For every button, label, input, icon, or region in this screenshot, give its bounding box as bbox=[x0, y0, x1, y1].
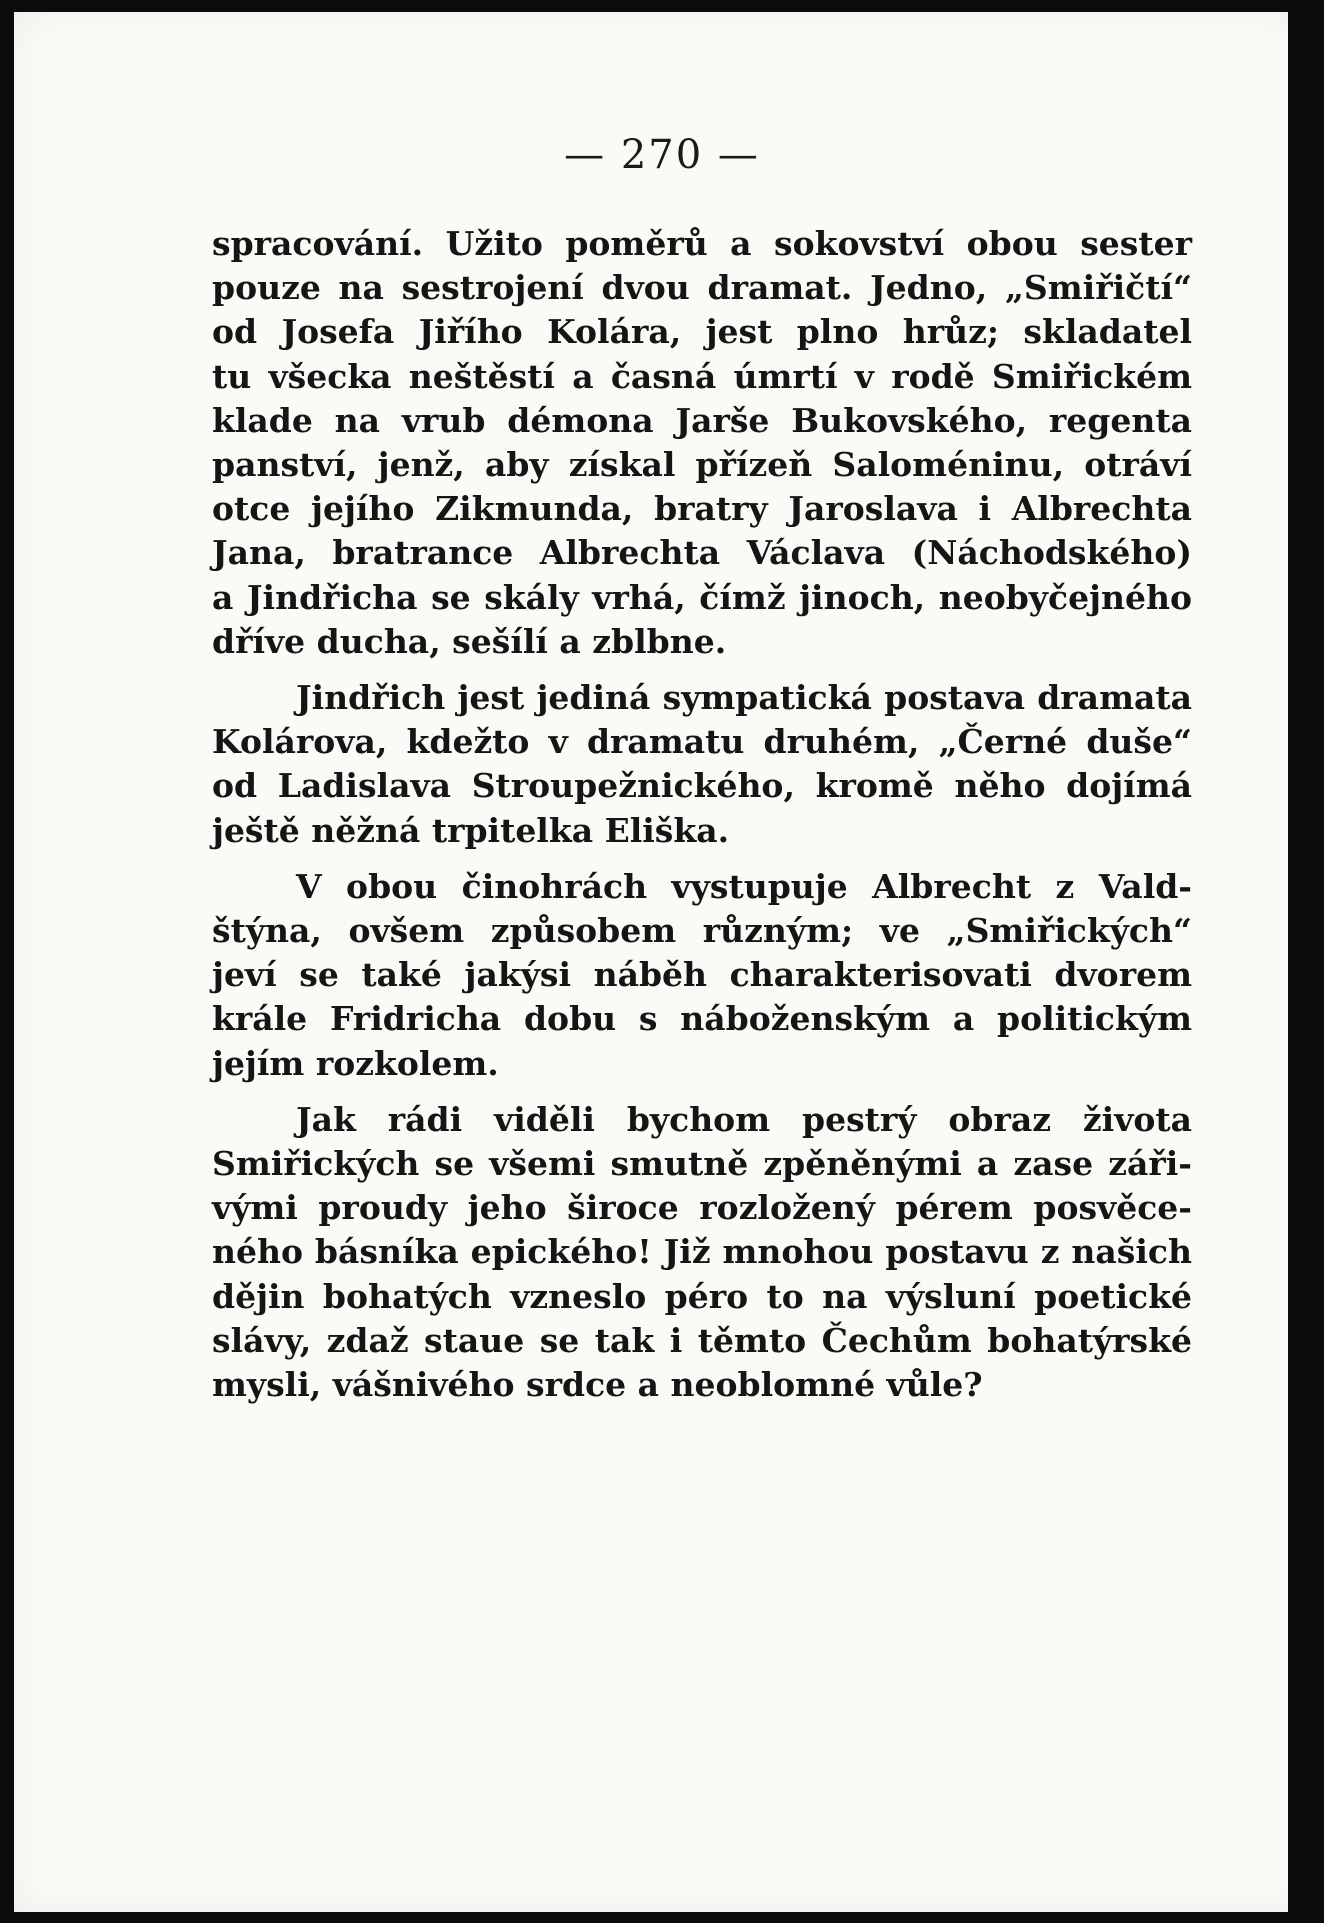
text-line: Smiřických se všemi smutně zpěněnými a zase záři- bbox=[212, 1144, 1192, 1184]
text-line: jejím rozkolem. bbox=[212, 1043, 499, 1083]
text-line: otce jejího Zikmunda, bratry Jaroslava i Albrechta bbox=[212, 489, 1192, 529]
text-line: vými proudy jeho široce rozložený pérem posvěce- bbox=[212, 1188, 1192, 1228]
text-line: pouze na sestrojení dvou dramat. Jedno, „Smiřičtí“ bbox=[212, 268, 1192, 308]
scan-edge bbox=[1288, 12, 1310, 1912]
text-line: slávy, zdaž staue se tak i těmto Čechům bohatýrské bbox=[212, 1320, 1192, 1360]
text-line: Jak rádi viděli bychom pestrý obraz života bbox=[296, 1099, 1192, 1139]
text-line: V obou činohrách vystupuje Albrecht z Vald- bbox=[296, 866, 1192, 906]
text-line: Kolárova, kdežto v dramatu druhém, „Černé duše“ bbox=[212, 722, 1192, 762]
paragraph-4 bbox=[212, 1098, 1192, 1407]
text-line: štýna, ovšem způsobem různým; ve „Smiřických“ bbox=[212, 911, 1192, 951]
book-page bbox=[14, 12, 1310, 1912]
text-line: od Josefa Jiřího Kolára, jest plno hrůz; skladatel bbox=[212, 312, 1192, 352]
paragraph-3 bbox=[212, 865, 1192, 1086]
text-line: tu všecka neštěstí a časná úmrtí v rodě Smiřickém bbox=[212, 356, 1192, 396]
text-line: spracování. Užito poměrů a sokovství obou sester bbox=[212, 224, 1192, 263]
text-line: jeví se také jakýsi náběh charakterisovati dvorem bbox=[212, 955, 1192, 995]
text-line: dějin bohatých vzneslo péro to na výsluní poetické bbox=[212, 1276, 1192, 1316]
text-line: od Ladislava Stroupežnického, kromě něho dojímá bbox=[212, 766, 1192, 806]
text-line: panství, jenž, aby získal přízeň Saloméninu, otráví bbox=[212, 445, 1192, 485]
text-line: a Jindřicha se skály vrhá, čímž jinoch, neobyčejného bbox=[212, 577, 1192, 617]
paragraph-2 bbox=[212, 676, 1192, 853]
text-line: krále Fridricha dobu s náboženským a politickým bbox=[212, 999, 1192, 1039]
paragraph-1 bbox=[212, 222, 1192, 664]
text-line: ještě něžná trpitelka Eliška. bbox=[212, 810, 730, 850]
text-line: mysli, vášnivého srdce a neoblomné vůle? bbox=[212, 1365, 983, 1405]
text-line: dříve ducha, sešílí a zblbne. bbox=[212, 621, 727, 661]
text-line: ného básníka epického! Již mnohou postavu z našich bbox=[212, 1232, 1192, 1272]
text-body bbox=[212, 222, 1192, 1419]
text-line: klade na vrub démona Jarše Bukovského, regenta bbox=[212, 400, 1192, 440]
page-number: — 270 — bbox=[564, 132, 760, 178]
text-line: Jana, bratrance Albrechta Václava (Náchodského) bbox=[212, 533, 1192, 573]
text-line: Jindřich jest jediná sympatická postava dramata bbox=[296, 678, 1192, 718]
